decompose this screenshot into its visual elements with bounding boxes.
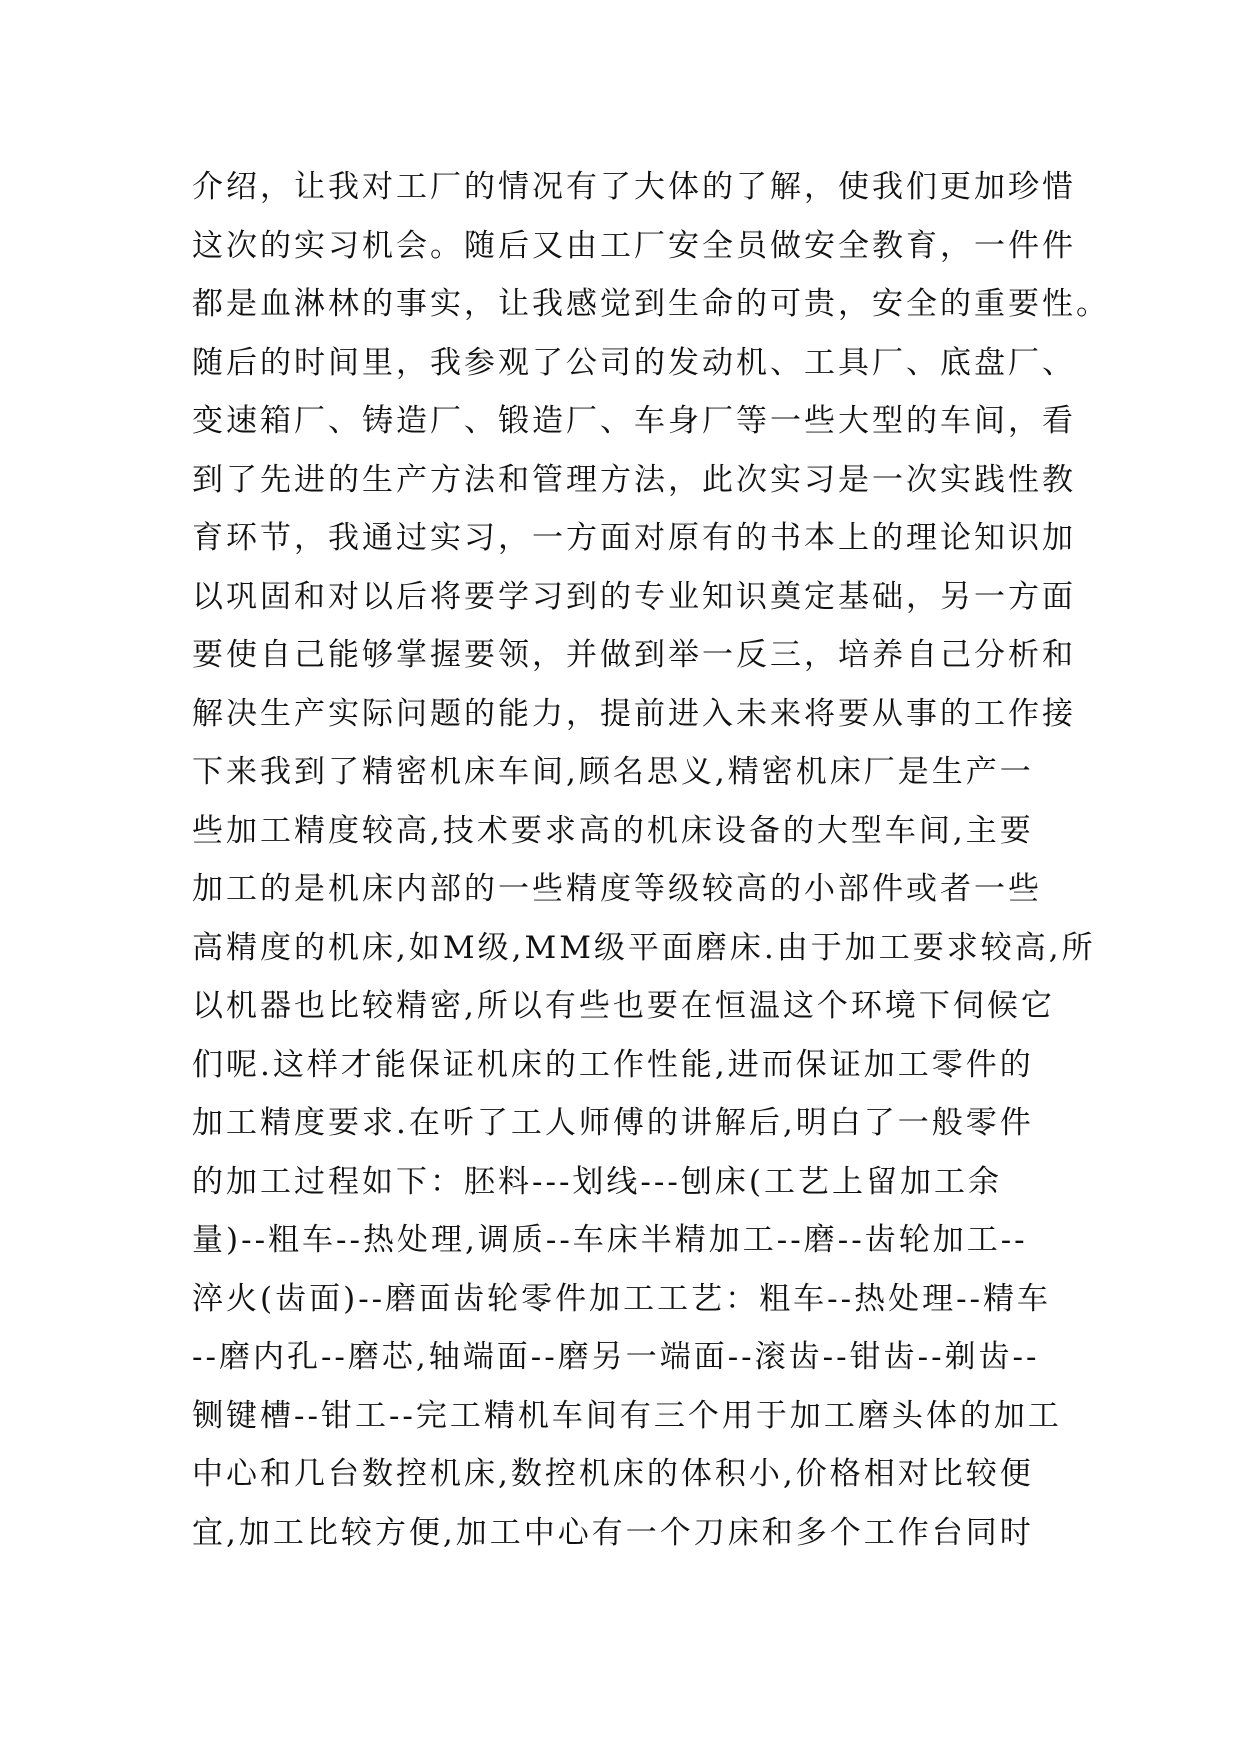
text-line-14: 高精度的机床,如M级,MM级平面磨床.由于加工要求较高,所: [192, 929, 1096, 966]
text-line-23: 中心和几台数控机床,数控机床的体积小,价格相对比较便: [192, 1456, 1034, 1492]
text-line-1: 介绍，让我对工厂的情况有了大体的了解，使我们更加珍惜: [192, 169, 1076, 205]
text-line-21: --磨内孔--磨芯,轴端面--磨另一端面--滚齿--钳齿--剃齿--: [192, 1339, 1040, 1375]
text-line-5: 变速箱厂、铸造厂、锻造厂、车身厂等一些大型的车间，看: [192, 403, 1076, 439]
text-line-10: 解决生产实际问题的能力，提前进入未来将要从事的工作接: [192, 695, 1076, 732]
text-line-19: 量)--粗车--热处理,调质--车床半精加工--磨--齿轮加工--: [192, 1222, 1028, 1258]
text-line-8: 以巩固和对以后将要学习到的专业知识奠定基础，另一方面: [192, 578, 1076, 615]
text-line-3: 都是血淋林的事实，让我感觉到生命的可贵，安全的重要性。: [192, 286, 1110, 322]
text-line-18: 的加工过程如下：胚料---划线---刨床(工艺上留加工余: [192, 1163, 1002, 1200]
text-line-17: 加工精度要求.在听了工人师傅的讲解后,明白了一般零件: [192, 1105, 1034, 1141]
text-line-15: 以机器也比较精密,所以有些也要在恒温这个环境下伺候它: [192, 988, 1055, 1024]
text-line-4: 随后的时间里，我参观了公司的发动机、工具厂、底盘厂、: [192, 344, 1076, 381]
text-line-7: 育环节，我通过实习，一方面对原有的书本上的理论知识加: [192, 520, 1076, 556]
text-line-22: 铡键槽--钳工--完工精机车间有三个用于加工磨头体的加工: [192, 1397, 1062, 1434]
text-line-2: 这次的实习机会。随后又由工厂安全员做安全教育，一件件: [192, 227, 1076, 264]
body-text: [192, 158, 1110, 1562]
text-line-16: 们呢.这样才能保证机床的工作性能,进而保证加工零件的: [192, 1046, 1034, 1083]
text-line-9: 要使自己能够掌握要领，并做到举一反三，培养自己分析和: [192, 637, 1076, 673]
text-line-12: 些加工精度较高,技术要求高的机床设备的大型车间,主要: [192, 812, 1034, 849]
text-line-24: 宜,加工比较方便,加工中心有一个刀床和多个工作台同时: [192, 1514, 1034, 1551]
text-line-6: 到了先进的生产方法和管理方法，此次实习是一次实践性教: [192, 461, 1076, 498]
text-line-20: 淬火(齿面)--磨面齿轮零件加工工艺：粗车--热处理--精车: [192, 1280, 1052, 1317]
text-line-11: 下来我到了精密机床车间,顾名思义,精密机床厂是生产一: [192, 754, 1034, 790]
text-line-13: 加工的是机床内部的一些精度等级较高的小部件或者一些: [192, 871, 1042, 907]
